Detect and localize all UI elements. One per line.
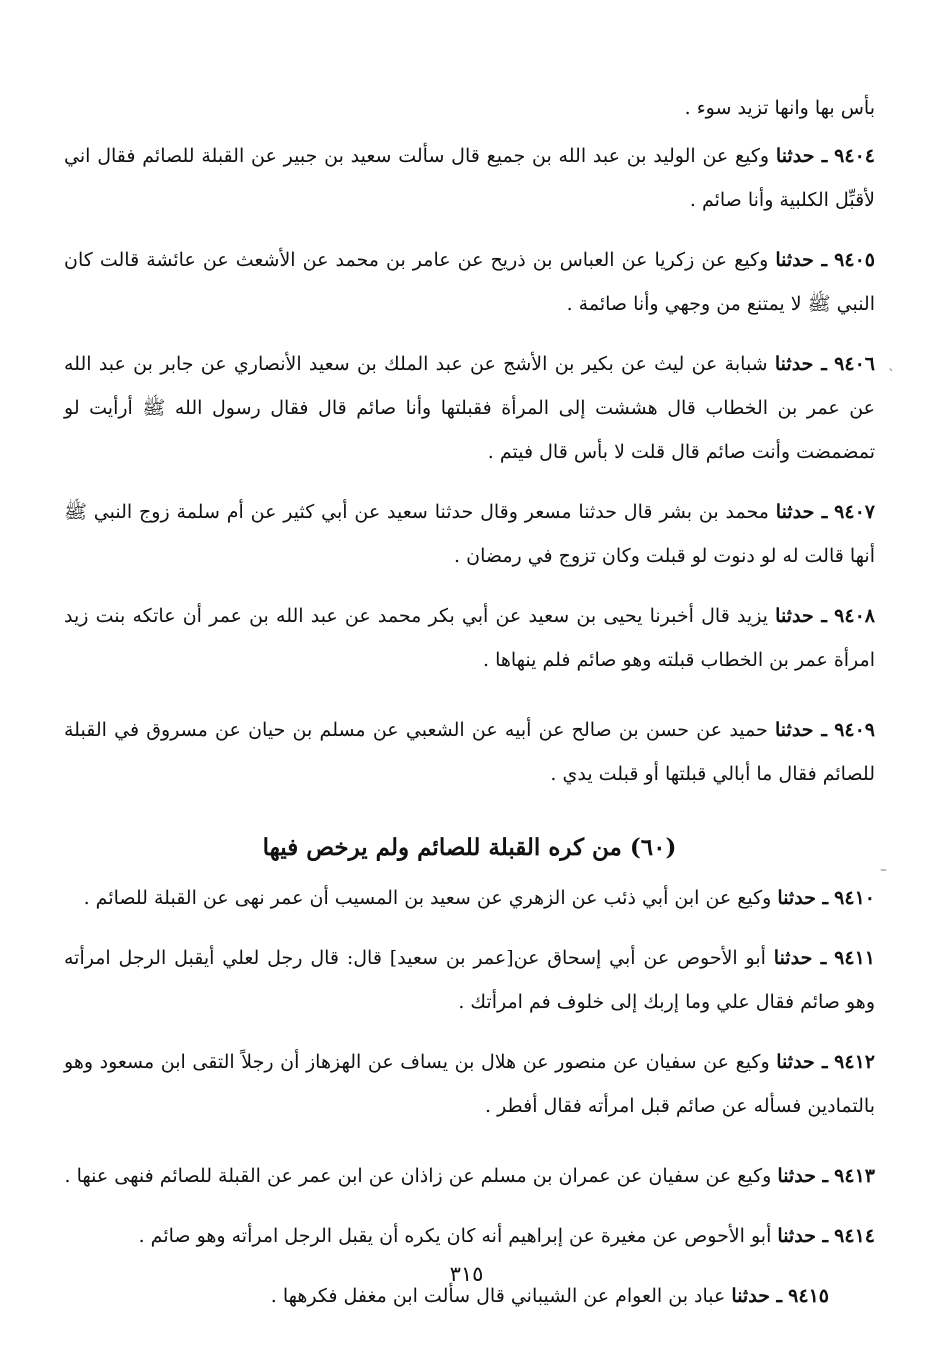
hadith-9414 bbox=[64, 1214, 875, 1258]
hadith-text: شبابة عن ليث عن بكير بن الأشج عن عبد الملك بن سعيد الأنصاري عن جابر بن عبد الله عن عمر بن الخطاب قال هششت إلى المرأة فقبلتها وأنا صائم قال فقال رسول الله ﷺ أرأيت لو تمضمضت وأنت صائم قال قلت لا بأس قال فيتم . bbox=[64, 353, 875, 463]
hadith-text: وكيع عن سفيان عن منصور عن هلال بن يساف عن الهزهاز أن رجلاً التقى ابن مسعود وهو بالتمادين فسأله عن صائم قبل امرأته فقال أفطر . bbox=[64, 1051, 875, 1117]
hadith-lead: ـ حدثنا bbox=[773, 947, 827, 969]
hadith-number: ٩٤١٤ bbox=[834, 1225, 875, 1247]
hadith-lead: ـ حدثنا bbox=[777, 1165, 829, 1187]
hadith-lead: ـ حدثنا bbox=[775, 145, 828, 167]
hadith-text: حميد عن حسن بن صالح عن أبيه عن الشعبي عن مسلم بن حيان عن مسروق في القبلة للصائم فقال ما أبالي قبلتها أو قبلت يدي . bbox=[64, 719, 875, 785]
hadith-lead: ـ حدثنا bbox=[775, 249, 828, 271]
hadith-lead: ـ حدثنا bbox=[776, 1051, 828, 1073]
hadith-9413 bbox=[64, 1154, 875, 1198]
hadith-lead: ـ حدثنا bbox=[775, 501, 828, 523]
hadith-text: وكيع عن ابن أبي ذئب عن الزهري عن سعيد بن المسيب أن عمر نهى عن القبلة للصائم . bbox=[83, 887, 778, 909]
hadith-number: ٩٤١٣ bbox=[834, 1165, 875, 1187]
chapter-heading: (٦٠) من كره القبلة للصائم ولم يرخص فيها bbox=[262, 834, 677, 861]
hadith-text: وكيع عن الوليد بن عبد الله بن جميع قال سألت سعيد بن جبير عن القبلة للصائم فقال اني لأقبِّل الكلبية وأنا صائم . bbox=[64, 145, 875, 211]
hadith-9408 bbox=[64, 594, 875, 682]
page-number: ٣١٥ bbox=[449, 1262, 484, 1286]
hadith-number: ٩٤٠٩ bbox=[834, 719, 876, 741]
hadith-lead: ـ حدثنا bbox=[775, 605, 827, 627]
hadith-number: ٩٤١٥ bbox=[788, 1285, 829, 1307]
hadith-lead: ـ حدثنا bbox=[774, 353, 827, 375]
margin-tick-mark: ˋ bbox=[888, 368, 895, 384]
hadith-text: عباد بن العوام عن الشيباني قال سألت ابن مغفل فكرهها . bbox=[270, 1285, 732, 1307]
hadith-9407 bbox=[64, 490, 875, 578]
hadith-lead: ـ حدثنا bbox=[777, 887, 829, 909]
hadith-lead: ـ حدثنا bbox=[777, 1225, 829, 1247]
hadith-number: ٩٤٠٤ bbox=[834, 145, 875, 167]
hadith-9412 bbox=[64, 1040, 875, 1128]
margin-dash-mark: – bbox=[880, 862, 887, 878]
hadith-9404 bbox=[64, 134, 875, 222]
hadith-number: ٩٤٠٥ bbox=[834, 249, 875, 271]
hadith-text: وكيع عن زكريا عن العباس بن ذريح عن عامر بن محمد عن الأشعث عن عائشة قالت كان النبي ﷺ لا يمتنع من وجهي وأنا صائمة . bbox=[64, 249, 875, 315]
hadith-number: ٩٤٠٨ bbox=[834, 605, 875, 627]
hadith-text: يزيد قال أخبرنا يحيى بن سعيد عن أبي بكر محمد عن عبد الله بن عمر أن عاتكه بنت زيد امرأة عمر بن الخطاب قبلته وهو صائم فلم ينهاها . bbox=[64, 605, 875, 671]
page-body bbox=[64, 86, 875, 1326]
hadith-number: ٩٤١١ bbox=[834, 947, 875, 969]
hadith-number: ٩٤٠٧ bbox=[834, 501, 875, 523]
hadith-9410 bbox=[64, 876, 875, 920]
hadith-number: ٩٤٠٦ bbox=[834, 353, 875, 375]
hadith-text: محمد بن بشر قال حدثنا مسعر وقال حدثنا سعيد عن أبي كثير عن أم سلمة زوج النبي ﷺ أنها قالت له لو دنوت لو قبلت وكان تزوج في رمضان . bbox=[64, 501, 875, 567]
continuation-line: بأس بها وانها تزيد سوء . bbox=[684, 97, 875, 119]
hadith-lead: ـ حدثنا bbox=[731, 1285, 783, 1307]
hadith-lead: ـ حدثنا bbox=[775, 719, 827, 741]
hadith-number: ٩٤١٠ bbox=[834, 887, 875, 909]
hadith-9411 bbox=[64, 936, 875, 1024]
hadith-9405 bbox=[64, 238, 875, 326]
hadith-text: أبو الأحوص عن أبي إسحاق عن[عمر بن سعيد] قال: قال رجل لعلي أيقبل الرجل امرأته وهو صائم فقال علي وما إربك إلى خلوف فم امرأتك . bbox=[64, 947, 875, 1013]
hadith-9406 bbox=[64, 342, 875, 474]
hadith-9409 bbox=[64, 708, 875, 796]
hadith-text: وكيع عن سفيان عن عمران بن مسلم عن زاذان عن ابن عمر عن القبلة للصائم فنهى عنها . bbox=[64, 1165, 778, 1187]
hadith-text: أبو الأحوص عن مغيرة عن إبراهيم أنه كان يكره أن يقبل الرجل امرأته وهو صائم . bbox=[138, 1225, 778, 1247]
hadith-number: ٩٤١٢ bbox=[834, 1051, 875, 1073]
